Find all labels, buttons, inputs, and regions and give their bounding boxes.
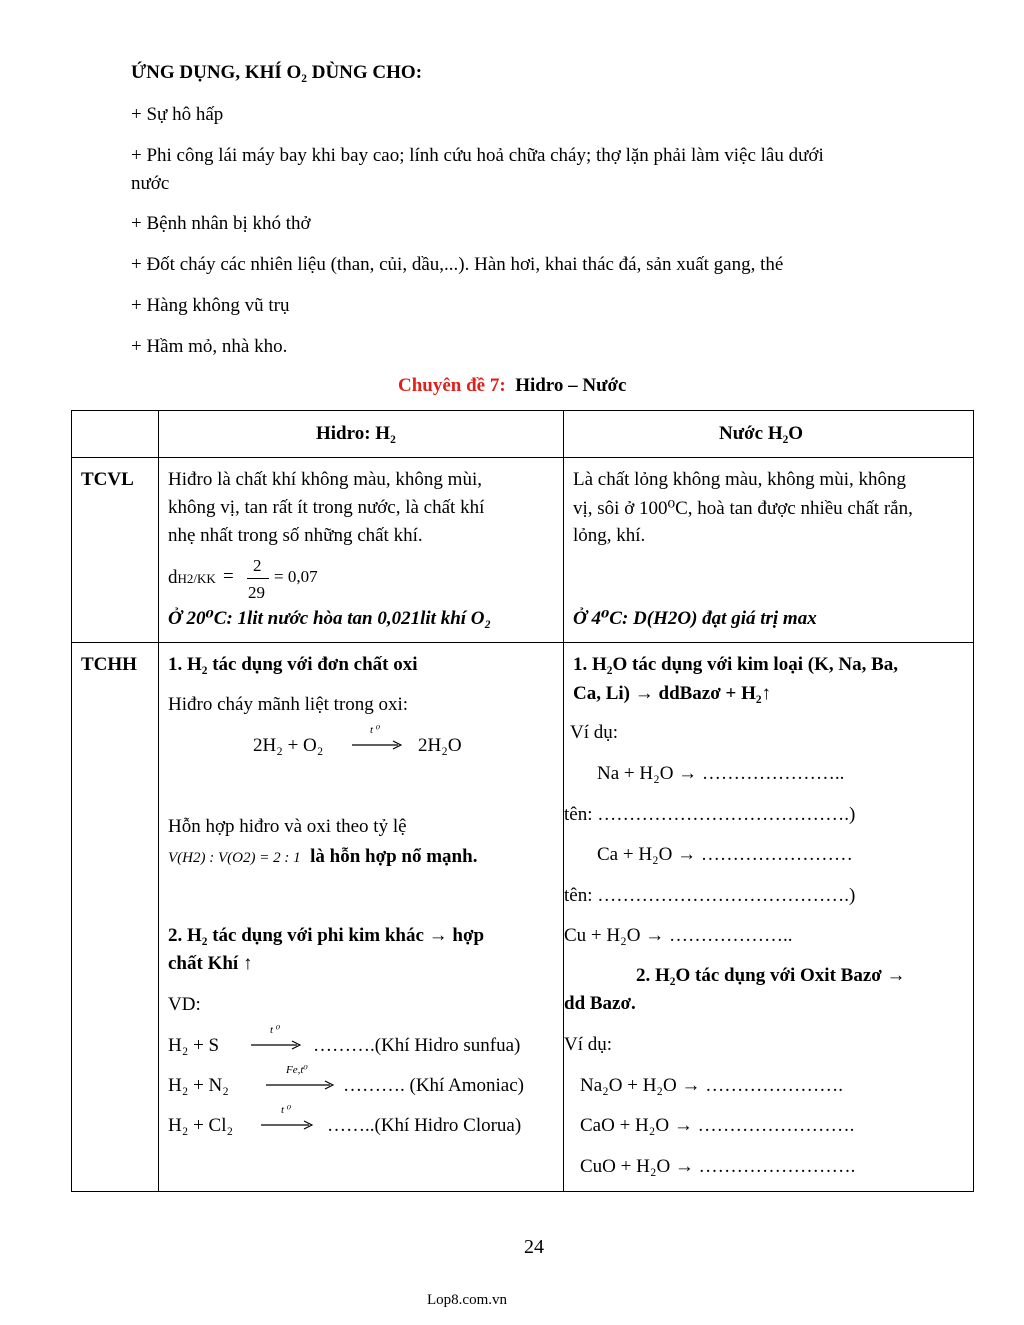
w2-cuo: CuO + H₂O → ……………………. xyxy=(580,1156,856,1177)
tcvl-hydro-text: Hiđro là chất khí không màu, không mùi, xyxy=(168,469,482,490)
topic-prefix: Chuyên đề 7: xyxy=(398,375,506,396)
eq-nitrogen-left: H₂ + N₂ xyxy=(168,1075,229,1096)
eq-sulfur-left: H₂ + S xyxy=(168,1035,220,1056)
h2-title: chất Khí ↑ xyxy=(168,953,253,974)
topic-title xyxy=(398,375,626,397)
density-equals: = xyxy=(223,566,234,587)
density-result: = 0,07 xyxy=(274,567,318,586)
tcvl-hydro-note: Ở 20⁰C: 1lit nước hòa tan 0,021lit khí O₂ xyxy=(168,608,492,629)
uses-heading: ỨNG DỤNG, KHÍ O₂ DÙNG CHO: xyxy=(131,62,423,83)
tcvl-hydro-text: nhẹ nhất trong số những chất khí. xyxy=(168,525,423,546)
uses-item: nước xyxy=(131,173,170,194)
fraction-denominator: 29 xyxy=(248,583,265,602)
w1-title: 1. H₂O tác dụng với kim loại (K, Na, Ba, xyxy=(573,654,898,675)
ratio-explosive: là hỗn hợp nổ mạnh. xyxy=(310,846,478,867)
w2-vd: Ví dụ: xyxy=(564,1034,613,1055)
h2-vd: VD: xyxy=(168,994,201,1015)
eq-nitrogen-right: ………. (Khí Amoniac) xyxy=(343,1075,525,1096)
density-symbol: d xyxy=(168,567,178,588)
tcvl-water-text: vị, sôi ở 100⁰C, hoà tan được nhiều chất rắn, xyxy=(573,498,913,519)
topic-name: Hidro – Nước xyxy=(515,375,627,396)
condition-fe: Fe,t⁰ xyxy=(286,1064,308,1076)
fraction-numerator: 2 xyxy=(253,556,262,575)
col-header-water: Nước H₂O xyxy=(719,423,804,444)
reaction-arrow-icon xyxy=(251,1040,301,1050)
uses-item: + Hàng không vũ trụ xyxy=(131,295,290,316)
h1-desc: Hiđro cháy mãnh liệt trong oxi: xyxy=(168,694,409,715)
condition-t0: t ⁰ xyxy=(270,1024,281,1036)
condition-t0: t ⁰ xyxy=(370,724,381,736)
eq-chlorine-right: ……..(Khí Hidro Clorua) xyxy=(327,1115,522,1136)
w1-vd: Ví dụ: xyxy=(570,722,619,743)
w2-title: 2. H₂O tác dụng với Oxit Bazơ → xyxy=(636,965,906,986)
uses-item: + Phi công lái máy bay khi bay cao; lính cứu hoả chữa cháy; thợ lặn phải làm việc lâu dưới xyxy=(131,145,824,166)
uses-item: + Sự hô hấp xyxy=(131,104,224,125)
w1-ca: Ca + H₂O → …………………… xyxy=(597,844,853,865)
h1-equation-left: 2H₂ + O₂ xyxy=(253,735,324,756)
uses-item: + Hầm mỏ, nhà kho. xyxy=(131,336,288,357)
w2-na2o: Na₂O + H₂O → …………………. xyxy=(580,1075,844,1096)
eq-sulfur-right: ……….(Khí Hidro sunfua) xyxy=(313,1035,521,1056)
w2-title: dd Bazơ. xyxy=(564,993,636,1014)
page-number: 24 xyxy=(524,1236,544,1258)
uses-item: + Đốt cháy các nhiên liệu (than, củi, dầu,...). Hàn hơi, khai thác đá, sản xuất gang, thé xyxy=(131,254,784,275)
tcvl-water-text: Là chất lỏng không màu, không mùi, không xyxy=(573,469,906,490)
w2-cao: CaO + H₂O → ……………………. xyxy=(580,1115,855,1136)
row-label-tcvl: TCVL xyxy=(81,469,134,490)
eq-chlorine-left: H₂ + Cl₂ xyxy=(168,1115,234,1136)
site-footer: Lop8.com.vn xyxy=(427,1292,507,1308)
tcvl-water-note: Ở 4⁰C: D(H2O) đạt giá trị max xyxy=(573,608,817,629)
tcvl-hydro-text: không vị, tan rất ít trong nước, là chất khí xyxy=(168,497,485,518)
row-label-tchh: TCHH xyxy=(81,654,137,675)
w1-name2: tên: ………………………………….) xyxy=(564,885,856,906)
h1-equation-right: 2H₂O xyxy=(418,735,462,756)
reaction-arrow-icon xyxy=(352,740,402,750)
h1-mix: Hỗn hợp hiđro và oxi theo tỷ lệ xyxy=(168,816,407,837)
w1-name1: tên: ………………………………….) xyxy=(564,804,856,825)
w1-title: Ca, Li) → ddBazơ + H₂↑ xyxy=(573,683,772,704)
ratio-formula: V(H2) : V(O2) = 2 : 1 xyxy=(168,850,301,866)
h2-title: 2. H₂ tác dụng với phi kim khác → hợp xyxy=(168,925,485,946)
tcvl-water-text: lỏng, khí. xyxy=(573,525,646,546)
density-subscript: H2/KK xyxy=(177,571,216,586)
condition-t0: t ⁰ xyxy=(281,1104,292,1116)
reaction-arrow-icon xyxy=(266,1080,334,1090)
w1-na: Na + H₂O → ………………….. xyxy=(597,763,845,784)
h1-ratio xyxy=(168,846,477,868)
col-header-hydro: Hidro: H₂ xyxy=(316,423,396,444)
reaction-arrow-icon xyxy=(261,1120,313,1130)
uses-item: + Bệnh nhân bị khó thở xyxy=(131,213,311,234)
h1-title: 1. H₂ tác dụng với đơn chất oxi xyxy=(168,654,418,675)
w1-cu: Cu + H₂O → ……………….. xyxy=(564,925,793,946)
